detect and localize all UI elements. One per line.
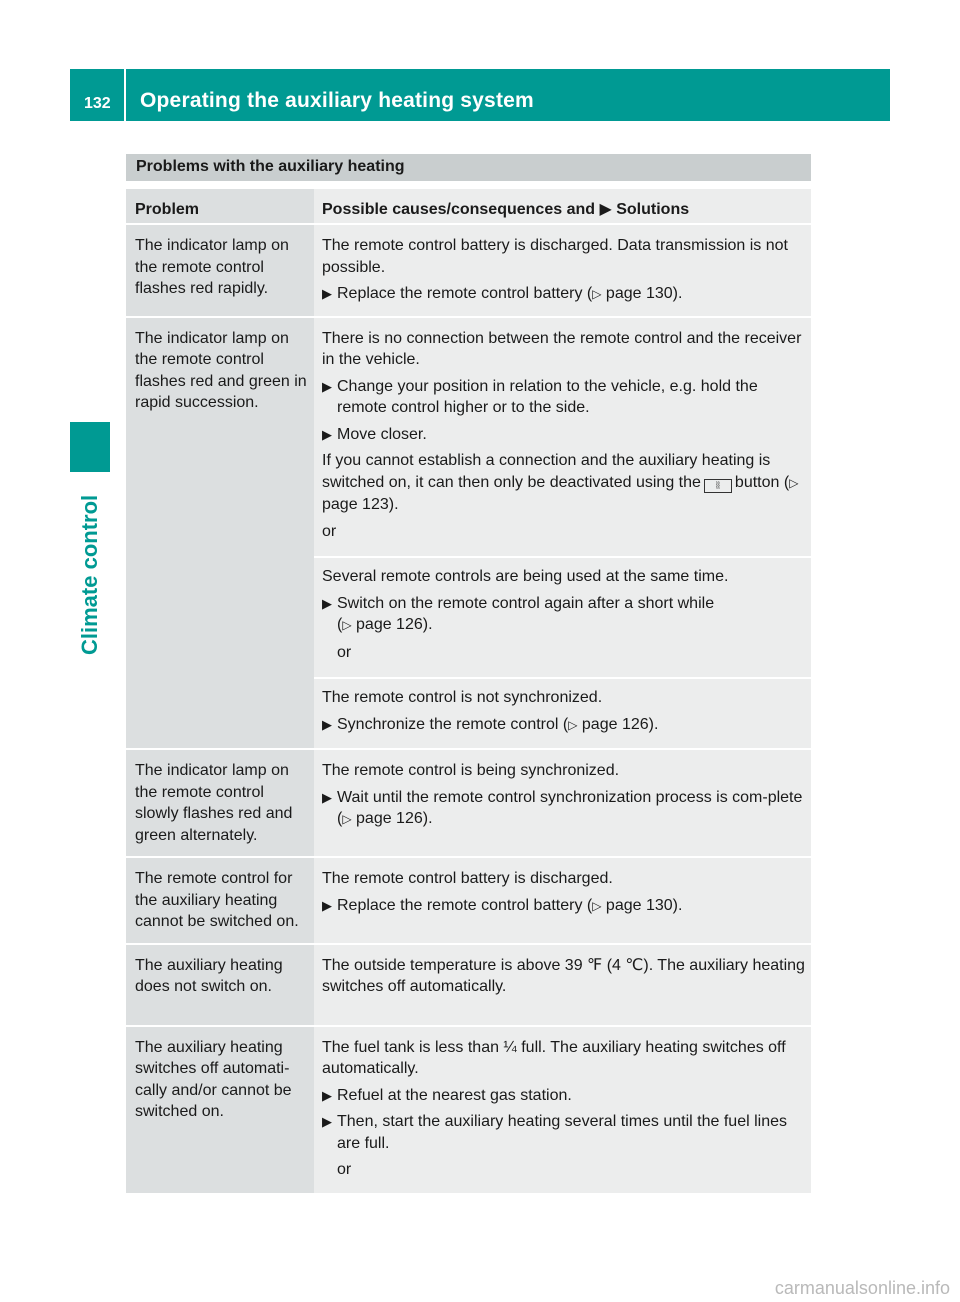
table-header-row: [126, 189, 811, 223]
table-title: Problems with the auxiliary heating: [126, 154, 811, 181]
solution-cell: The fuel tank is less than ¼ full. The auxiliary heating switches off automatically. ▶ Refuel at the nearest gas station. ▶ Then, start the auxiliary heating several times until the fuel lines are full. or: [314, 1027, 811, 1193]
problem-cell: The indicator lamp on the remote control flashes red and green in rapid succession.: [126, 318, 314, 749]
solution-step: ▶ Wait until the remote control synchronization process is com-plete (▷ page 126).: [322, 787, 805, 831]
solution-step: ▶ Then, start the auxiliary heating several times until the fuel lines are full.: [322, 1111, 805, 1154]
table-row: [126, 945, 811, 1025]
side-section-label: Climate control: [77, 494, 102, 655]
watermark: carmanualsonline.info: [774, 1278, 950, 1298]
page-number: 132: [70, 69, 126, 121]
table-row: [126, 318, 811, 749]
col-header-problem: Problem: [126, 189, 314, 223]
solution-step: ▶ Synchronize the remote control (▷ page 126).: [322, 714, 805, 737]
problem-cell: The auxiliary heating does not switch on.: [126, 945, 314, 1025]
solution-step: ▶ Replace the remote control battery (▷ page 130).: [322, 895, 805, 918]
problem-cell: The indicator lamp on the remote control flashes red rapidly.: [126, 225, 314, 316]
problem-cell: The remote control for the auxiliary heating cannot be switched on.: [126, 858, 314, 943]
solution-step: ▶ Switch on the remote control again after a short while (▷ page 126).: [322, 593, 805, 637]
solution-cell: The remote control battery is discharged. Data transmission is not possible. ▶ Replace the remote control battery (▷ page 130).: [314, 225, 811, 316]
solution-step: ▶ Change your position in relation to the vehicle, e.g. hold the remote control higher or to the side.: [322, 376, 805, 419]
solution-cell: The outside temperature is above 39 ℉ (4 ℃). The auxiliary heating switches off automatically.: [314, 945, 811, 1025]
table-row: [126, 1027, 811, 1193]
solution-cell: Several remote controls are being used at the same time. ▶ Switch on the remote control again after a short while (▷ page 126). or: [314, 556, 811, 677]
step-arrow-icon: ▶: [322, 378, 332, 394]
problems-table: [126, 154, 811, 1193]
step-arrow-icon: ▶: [322, 897, 332, 913]
solution-cell: There is no connection between the remote control and the receiver in the vehicle. ▶ Change your position in relation to the vehicle, e.g. hold the remote control higher or to the side. ▶ Move closer. If you cannot establish a connection and the auxiliary heating is switched on, it can then only be deactivated using the ⦚⦚ button (▷ page 123). or: [314, 318, 811, 557]
solution-cell: The remote control is being synchronized. ▶ Wait until the remote control synchronization process is com-plete (▷ page 126).: [314, 750, 811, 856]
solution-cell: The remote control battery is discharged. ▶ Replace the remote control battery (▷ page 130).: [314, 858, 811, 943]
page-title: Operating the auxiliary heating system: [140, 89, 534, 112]
step-arrow-icon: ▶: [322, 595, 332, 611]
table-row: [126, 225, 811, 316]
page-ref-icon: ▷: [592, 287, 602, 301]
step-arrow-icon: ▶: [322, 1114, 332, 1129]
page-ref-icon: ▷: [592, 898, 602, 913]
solution-step: ▶ Move closer.: [322, 424, 805, 446]
page-ref-icon: ▷: [789, 475, 799, 490]
page-ref-icon: ▷: [342, 618, 352, 632]
step-arrow-icon: ▶: [322, 1087, 332, 1103]
problem-cell: The indicator lamp on the remote control slowly flashes red and green alternately.: [126, 750, 314, 856]
step-arrow-icon: ▶: [322, 286, 332, 301]
problem-cell: The auxiliary heating switches off automati-cally and/or cannot be switched on.: [126, 1027, 314, 1193]
solution-cell: The remote control is not synchronized. ▶ Synchronize the remote control (▷ page 126).: [314, 677, 811, 748]
table-row: [126, 858, 811, 943]
table-row: [126, 750, 811, 856]
solution-step: ▶ Replace the remote control battery (▷ page 130).: [322, 283, 805, 306]
auxiliary-heating-button-icon: ⦚⦚: [704, 479, 732, 493]
solution-step: ▶ Refuel at the nearest gas station.: [322, 1085, 805, 1107]
page-header: [70, 69, 890, 121]
step-arrow-icon: ▶: [599, 201, 612, 218]
page-ref-icon: ▷: [568, 717, 578, 732]
step-arrow-icon: ▶: [322, 716, 332, 732]
col-header-solutions: Possible causes/consequences and ▶ Solutions: [314, 189, 811, 223]
step-arrow-icon: ▶: [322, 789, 332, 805]
step-arrow-icon: ▶: [322, 426, 332, 442]
page-ref-icon: ▷: [342, 812, 352, 826]
